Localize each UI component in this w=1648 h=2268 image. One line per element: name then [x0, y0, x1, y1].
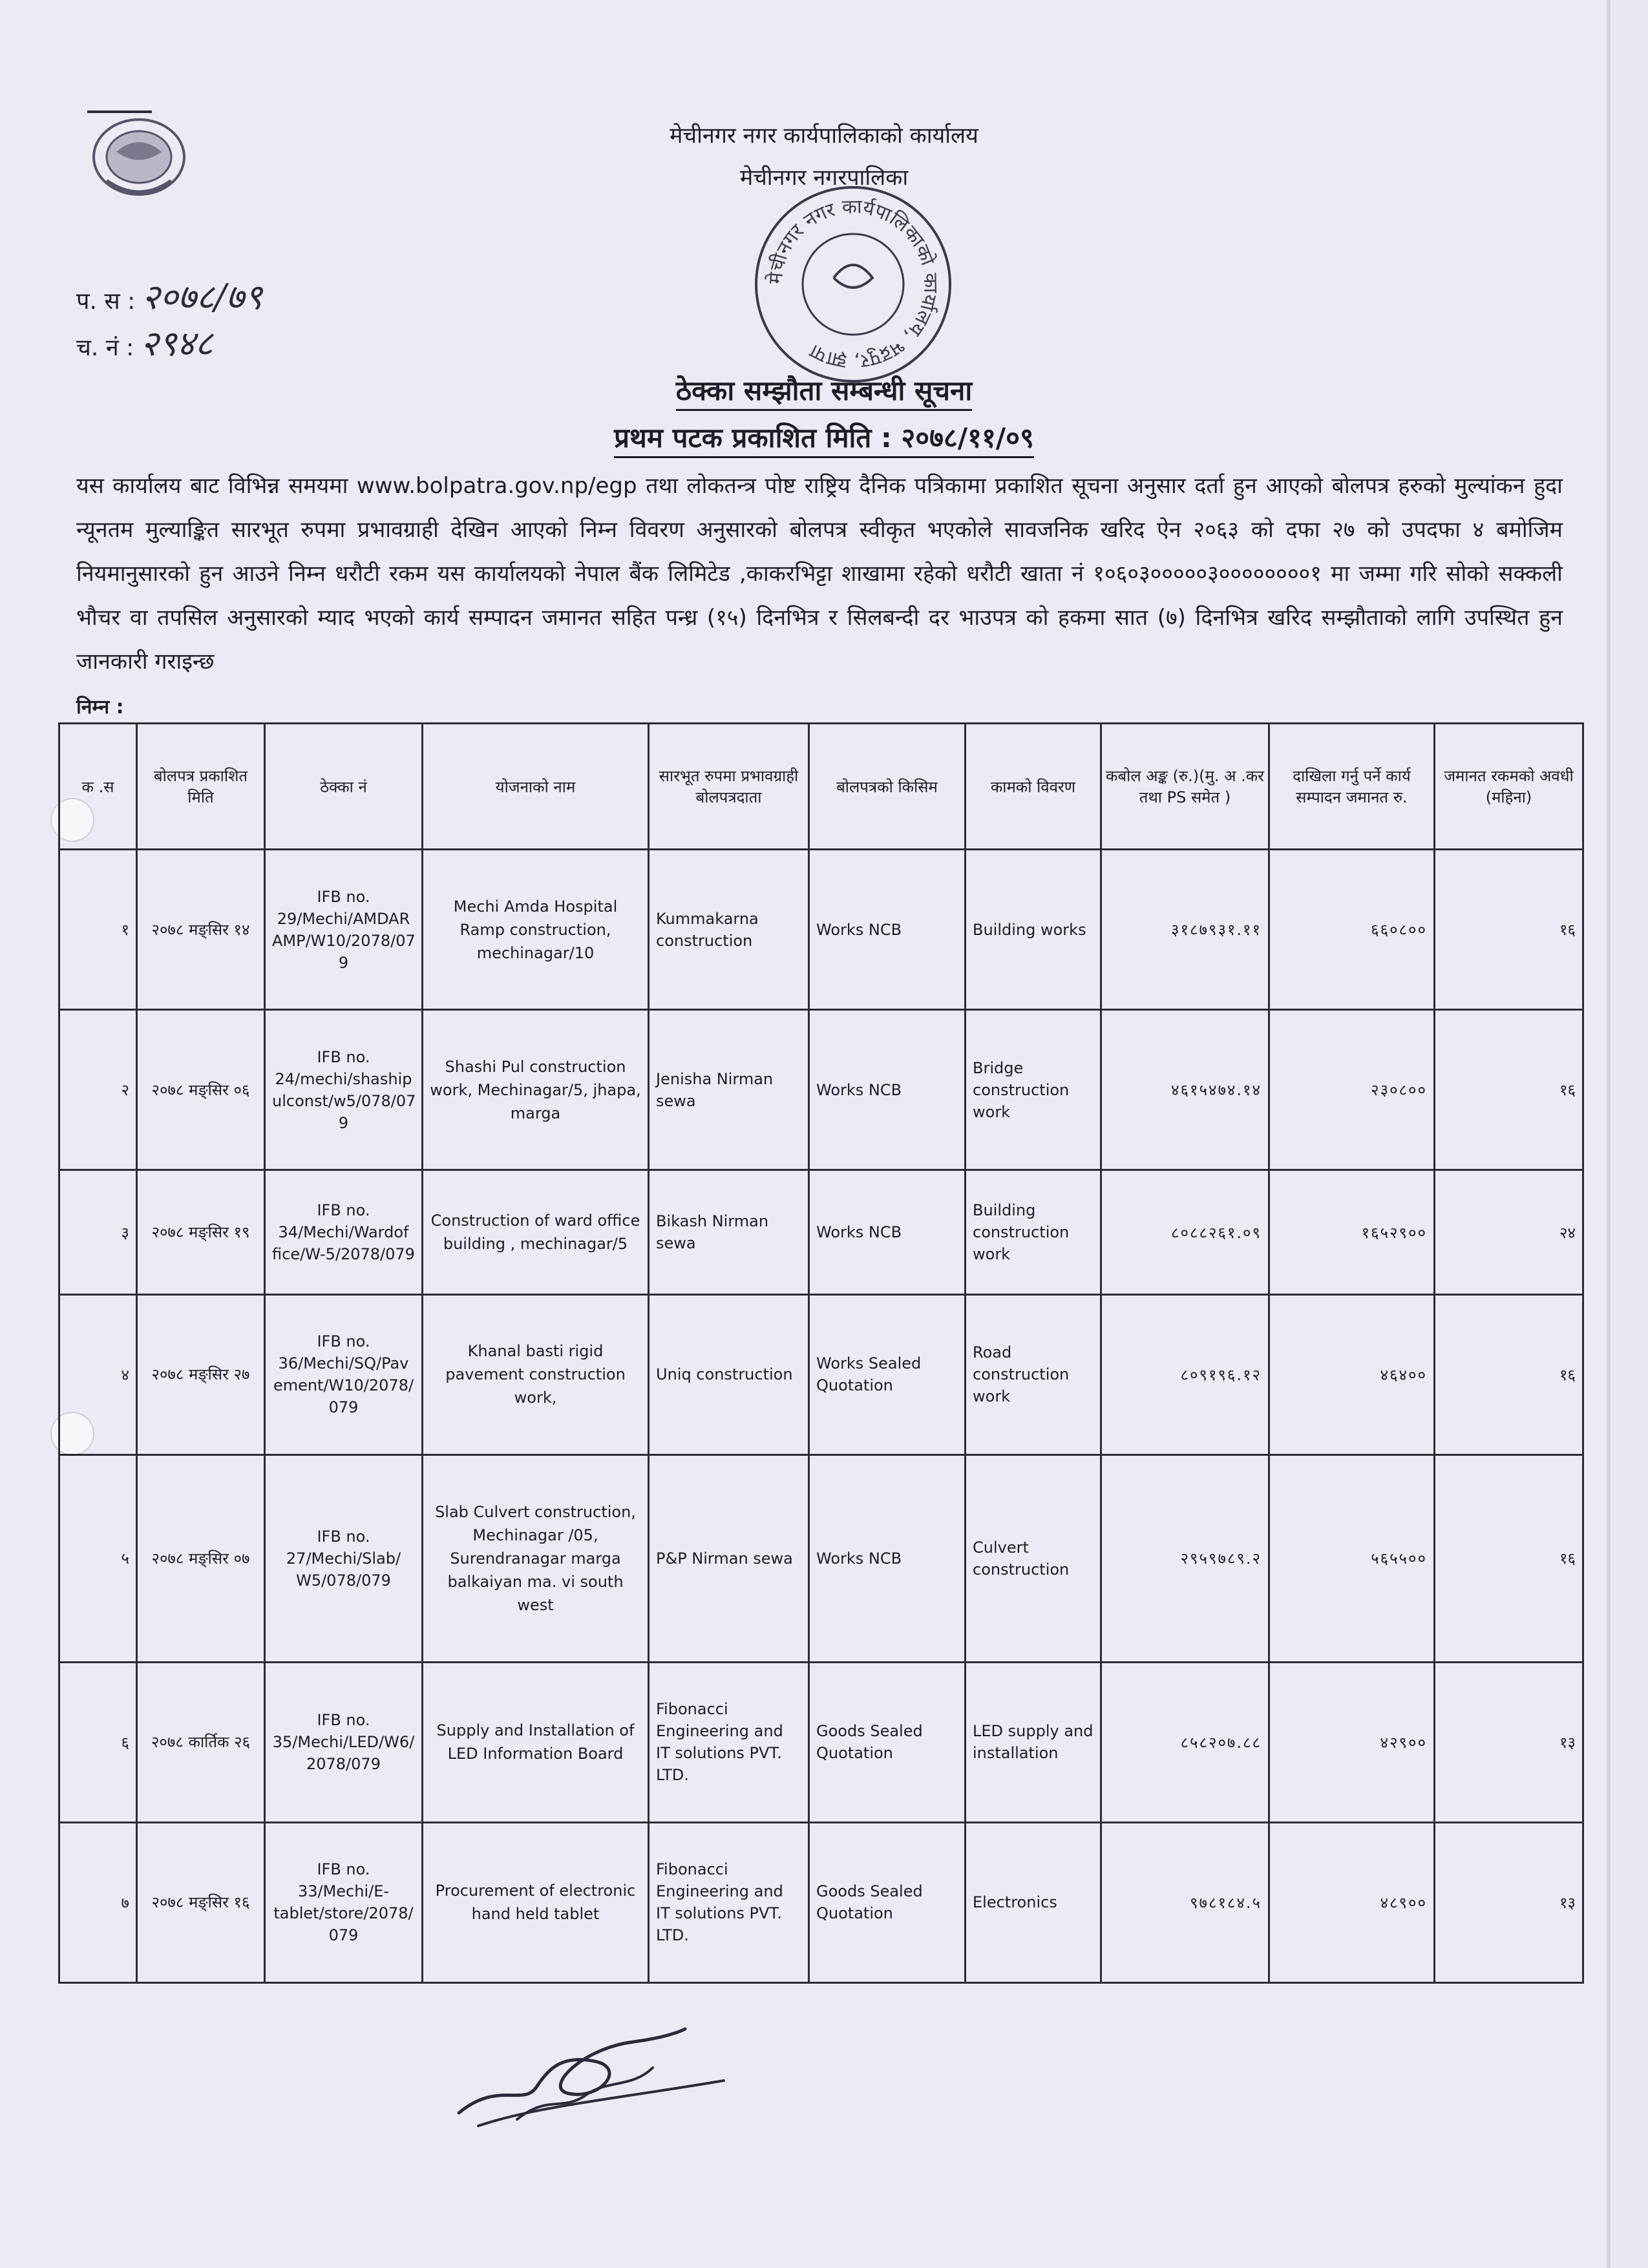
- cell-ifb: IFB no. 33/Mechi/E-tablet/store/2078/ 079: [265, 1822, 423, 1982]
- cell-bidder: Fibonacci Engineering and IT solutions PVT. LTD.: [649, 1822, 809, 1982]
- cell-project-name: Mechi Amda Hospital Ramp construction, mechinagar/10: [423, 850, 649, 1010]
- cell-sn: ४: [59, 1294, 137, 1454]
- dispatch-number-label: च. नं :: [76, 335, 134, 361]
- cell-work: Electronics: [966, 1822, 1101, 1982]
- cell-project-name: Shashi Pul construction work, Mechinagar/5, jhapa, marga: [423, 1010, 649, 1170]
- cell-date: २०७८ मङ्सिर ०६: [137, 1010, 265, 1170]
- cell-work: LED supply and installation: [966, 1662, 1101, 1822]
- table-row: [59, 850, 1583, 1010]
- cell-amount: ८०९१९६.१२: [1101, 1294, 1269, 1454]
- cell-bidder: Jenisha Nirman sewa: [649, 1010, 809, 1170]
- cell-sn: २: [59, 1010, 137, 1170]
- svg-text:मेचीनगर नगर कार्यपालिकाको कार्: [765, 196, 942, 373]
- publish-date-text: प्रथम पटक प्रकाशित मिति : २०७८/११/०९: [614, 422, 1034, 458]
- dispatch-number-value: २९४८: [140, 323, 213, 364]
- header-sn: क .स: [59, 724, 137, 850]
- cell-sn: ५: [59, 1454, 137, 1662]
- cell-bidder: Bikash Nirman sewa: [649, 1170, 809, 1294]
- cell-work: Building works: [966, 850, 1101, 1010]
- header-bid-amount: कबोल अङ्क (रु.)(मु. अ .कर तथा PS समेत ): [1101, 724, 1269, 850]
- table-row: [59, 1822, 1583, 1982]
- cell-bidder: Fibonacci Engineering and IT solutions PVT. LTD.: [649, 1662, 809, 1822]
- cell-bid-type: Goods Sealed Quotation: [809, 1822, 966, 1982]
- cell-bid-type: Works NCB: [809, 1454, 966, 1662]
- table-row: [59, 1294, 1583, 1454]
- cell-date: २०७८ कार्तिक २६: [137, 1662, 265, 1822]
- cell-project-name: Khanal basti rigid pavement construction work,: [423, 1294, 649, 1454]
- letter-number-value: २०७८/७९: [142, 277, 262, 317]
- cell-amount: ८०८८२६१.०९: [1101, 1170, 1269, 1294]
- cell-work: Culvert construction: [966, 1454, 1101, 1662]
- table-row: [59, 1170, 1583, 1294]
- dispatch-number: [76, 318, 213, 366]
- cell-duration: १३: [1435, 1662, 1583, 1822]
- cell-bidder: P&P Nirman sewa: [649, 1454, 809, 1662]
- cell-ifb: IFB no. 27/Mechi/Slab/ W5/078/079: [265, 1454, 423, 1662]
- cell-amount: २९५९७८९.२: [1101, 1454, 1269, 1662]
- cell-guarantee: ५६५५००: [1269, 1454, 1435, 1662]
- notice-subtitle: [0, 419, 1648, 456]
- cell-date: २०७८ मङ्सिर १४: [137, 850, 265, 1010]
- cell-sn: १: [59, 850, 137, 1010]
- cell-guarantee: ६६०८००: [1269, 850, 1435, 1010]
- cell-guarantee: ४८९००: [1269, 1822, 1435, 1982]
- cell-date: २०७८ मङ्सिर २७: [137, 1294, 265, 1454]
- municipality-name: मेचीनगर नगरपालिका: [739, 165, 909, 191]
- seal-text: मेचीनगर नगर कार्यपालिकाको कार्यालय, भद्रपुर, झापा: [764, 195, 942, 373]
- header-performance-guarantee: दाखिला गर्नु पर्ने कार्य सम्पादन जमानत रु.: [1269, 724, 1435, 850]
- cell-duration: २४: [1435, 1170, 1583, 1294]
- cell-bid-type: Works NCB: [809, 850, 966, 1010]
- cell-ifb: IFB no. 35/Mechi/LED/W6/ 2078/079: [265, 1662, 423, 1822]
- cell-bid-type: Works Sealed Quotation: [809, 1294, 966, 1454]
- cell-date: २०७८ मङ्सिर ०७: [137, 1454, 265, 1662]
- notice-title-text: ठेक्का सम्झौता सम्बन्धी सूचना: [676, 375, 972, 411]
- header-guarantee-duration: जमानत रकमको अवधी (महिना): [1435, 724, 1583, 850]
- cell-duration: १६: [1435, 850, 1583, 1010]
- cell-guarantee: ४६४००: [1269, 1294, 1435, 1454]
- cell-work: Road construction work: [966, 1294, 1101, 1454]
- notice-body: यस कार्यालय बाट विभिन्न समयमा www.bolpatra.gov.np/egp तथा लोकतन्त्र पोष्ट राष्ट्रिय दैनिक पत्रिकामा प्रकाशित सूचना अनुसार दर्ता हुन आएको बोलपत्र हरुको मुल्यांकन हुदा न्यूनतम मुल्याङ्कित सारभूत रुपमा प्रभावग्राही देखिन आएको निम्न विवरण अनुसारको बोलपत्र स्वीकृत भएकोले सावजनिक खरिद ऐन २०६३ को दफा २७ को उपदफा ४ बमोजिम नियमानुसारको हुन आउने निम्न धरौटी रकम यस कार्यालयको नेपाल बैंक लिमिटेड ,काकरभिट्टा शाखामा रहेको धरौटी खाता नं १०६०३०००००३००००००००१ मा जम्मा गरि सोको सक्कली भौचर वा तपसिल अनुसारको म्याद भएको कार्य सम्पादन जमानत सहित पन्ध्र (१५) दिनभित्र र सिलबन्दी दर भाउपत्र को हकमा सात (७) दिनभित्र खरिद सम्झौताको लागि उपस्थित हुन जानकारी गराइन्छ: [76, 473, 1563, 675]
- cell-project-name: Supply and Installation of LED Information Board: [423, 1662, 649, 1822]
- cell-guarantee: २३०८००: [1269, 1010, 1435, 1170]
- signature: [439, 2016, 750, 2145]
- cell-ifb: IFB no. 29/Mechi/AMDAR AMP/W10/2078/07 9: [265, 850, 423, 1010]
- table-row: [59, 1010, 1583, 1170]
- cell-date: २०७८ मङ्सिर १६: [137, 1822, 265, 1982]
- cell-amount: ४६१५४७४.१४: [1101, 1010, 1269, 1170]
- header-contract-no: ठेक्का नं: [265, 724, 423, 850]
- letter-number: [76, 271, 262, 319]
- cell-duration: १६: [1435, 1454, 1583, 1662]
- cell-amount: ८५८२०७.८८: [1101, 1662, 1269, 1822]
- header-bidder: सारभूत रुपमा प्रभावग्राही बोलपत्रदाता: [649, 724, 809, 850]
- cell-work: Bridge construction work: [966, 1010, 1101, 1170]
- cell-work: Building construction work: [966, 1170, 1101, 1294]
- cell-bidder: Kummakarna construction: [649, 850, 809, 1010]
- cell-duration: १३: [1435, 1822, 1583, 1982]
- cell-bid-type: Goods Sealed Quotation: [809, 1662, 966, 1822]
- cell-ifb: IFB no. 36/Mechi/SQ/Pav ement/W10/2078/ 079: [265, 1294, 423, 1454]
- header-project-name: योजनाको नाम: [423, 724, 649, 850]
- letter-number-label: प. स :: [76, 288, 136, 315]
- cell-duration: १६: [1435, 1294, 1583, 1454]
- cell-bid-type: Works NCB: [809, 1170, 966, 1294]
- header-work-description: कामको विवरण: [966, 724, 1101, 850]
- cell-ifb: IFB no. 34/Mechi/Wardof fice/W-5/2078/079: [265, 1170, 423, 1294]
- table-row: [59, 1662, 1583, 1822]
- header-bid-type: बोलपत्रको किसिम: [809, 724, 966, 850]
- cell-amount: ३१८७९३१.११: [1101, 850, 1269, 1010]
- office-title: मेचीनगर नगर कार्यपालिकाको कार्यालय: [670, 123, 978, 149]
- cell-duration: १६: [1435, 1010, 1583, 1170]
- cell-amount: ९७८१८४.५: [1101, 1822, 1269, 1982]
- cell-sn: ६: [59, 1662, 137, 1822]
- notice-title: [0, 372, 1648, 408]
- table-label: निम्न :: [76, 696, 124, 719]
- cell-date: २०७८ मङ्सिर १९: [137, 1170, 265, 1294]
- cell-project-name: Slab Culvert construction, Mechinagar /05, Surendranagar marga balkaiyan ma. vi south west: [423, 1454, 649, 1662]
- office-seal-stamp: [743, 174, 963, 394]
- header-published-date: बोलपत्र प्रकाशित मिति: [137, 724, 265, 850]
- cell-bidder: Uniq construction: [649, 1294, 809, 1454]
- cell-project-name: Procurement of electronic hand held tablet: [423, 1822, 649, 1982]
- table-header-row: [59, 724, 1583, 850]
- contract-table: [58, 722, 1584, 1984]
- cell-bid-type: Works NCB: [809, 1010, 966, 1170]
- cell-sn: ३: [59, 1170, 137, 1294]
- table-row: [59, 1454, 1583, 1662]
- cell-ifb: IFB no. 24/mechi/shaship ulconst/w5/078/07 9: [265, 1010, 423, 1170]
- cell-sn: ७: [59, 1822, 137, 1982]
- cell-guarantee: ४२९००: [1269, 1662, 1435, 1822]
- cell-project-name: Construction of ward office building , mechinagar/5: [423, 1170, 649, 1294]
- cell-guarantee: १६५२९००: [1269, 1170, 1435, 1294]
